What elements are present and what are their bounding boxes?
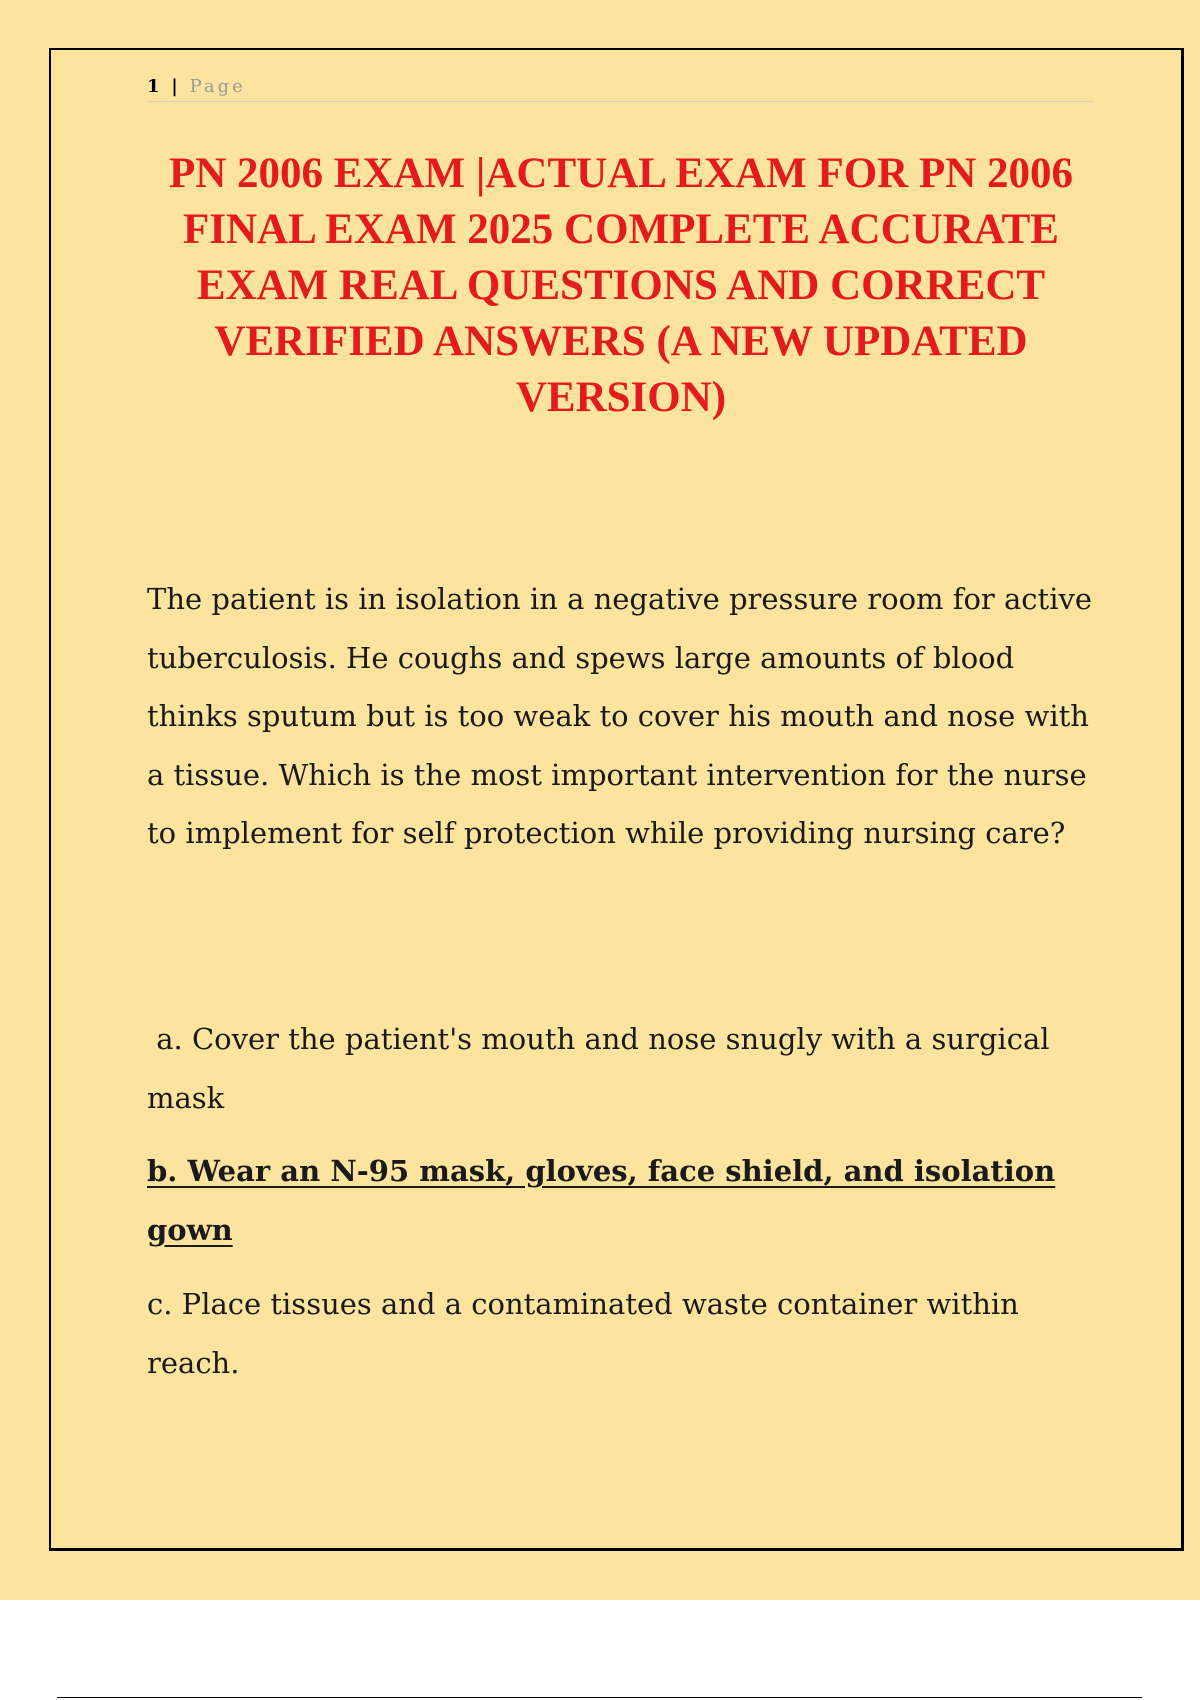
document-title: PN 2006 EXAM |ACTUAL EXAM FOR PN 2006 FINAL EXAM 2025 COMPLETE ACCURATE EXAM REAL QUESTIONS AND CORRECT VERIFIED ANSWERS (A NEW UPDATED VERSION): [168, 150, 1074, 421]
page-label: Page: [189, 76, 246, 97]
question-text: The patient is in isolation in a negative pressure room for active tuberculosis. He coughs and spews large amounts of blood thinks sputum but is too weak to cover his mouth and nose with a tissue. Which is the most important intervention for the nurse to implement for self protection while providing nursing care?: [147, 582, 1093, 850]
page-frame: [49, 48, 1184, 1551]
option-b-correct-answer: b. Wear an N-95 mask, gloves, face shield, and isolation gown: [147, 1154, 1056, 1247]
page-number: 1: [147, 76, 163, 97]
page-separator: |: [171, 76, 181, 97]
option-c: c. Place tissues and a contaminated waste container within reach.: [147, 1287, 1019, 1380]
page-header: [147, 76, 1094, 102]
footer-divider: [57, 1697, 1142, 1698]
option-a: a. Cover the patient's mouth and nose snugly with a surgical mask: [147, 1022, 1059, 1115]
